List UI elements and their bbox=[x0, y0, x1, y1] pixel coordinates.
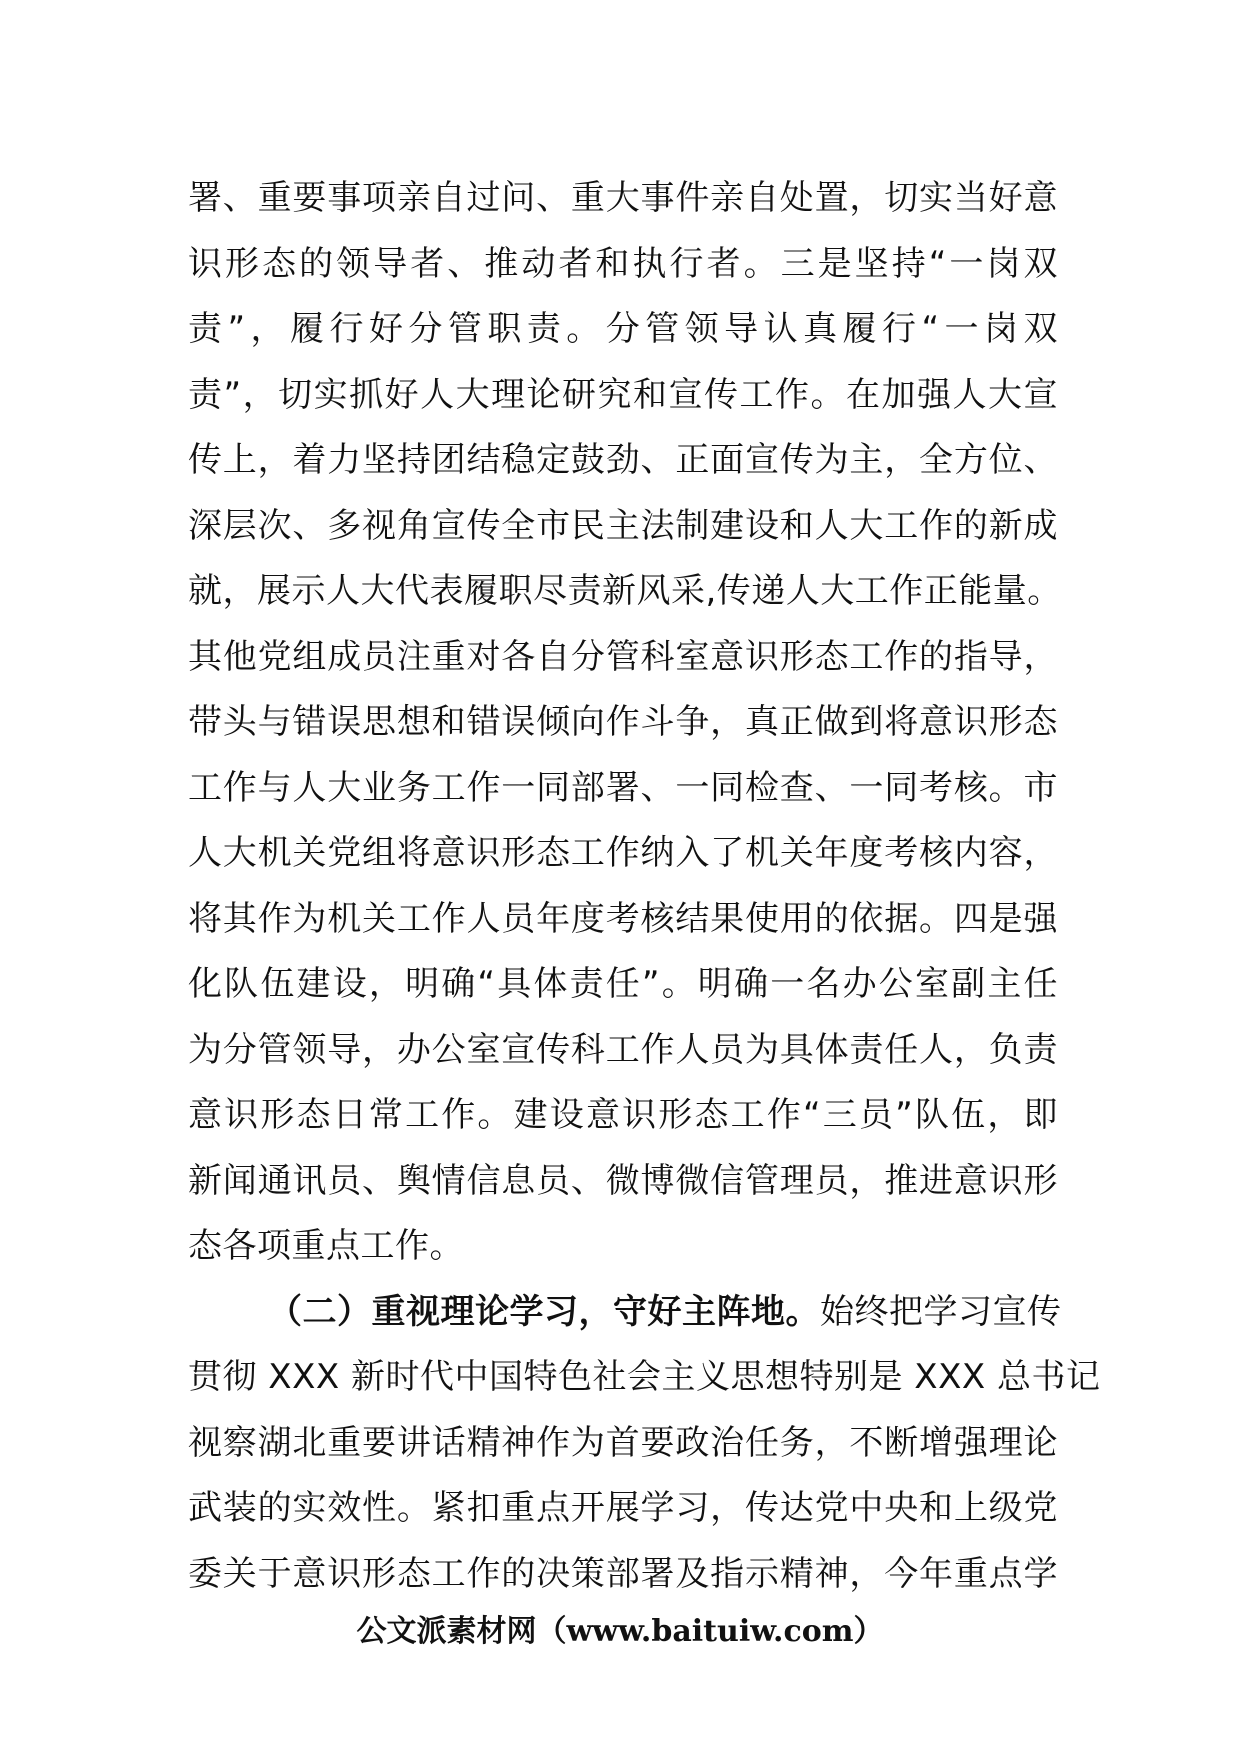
paragraph-line-10: 工作与人大业务工作一同部署、一同检查、一同考核。市 bbox=[188, 767, 1058, 808]
paragraph-line-11: 人大机关党组将意识形态工作纳入了机关年度考核内容， bbox=[188, 833, 1058, 873]
paragraph-line-14: 为分管领导，办公室宣传科工作人员为具体责任人，负责 bbox=[188, 1029, 1058, 1070]
paragraph-line-8: 其他党组成员注重对各自分管科室意识形态工作的指导， bbox=[188, 636, 1058, 677]
paragraph-line-2: 识形态的领导者、推动者和执行者。三是坚持“一岗双 bbox=[188, 243, 1058, 284]
section-2-line-4: 武装的实效性。紧扣重点开展学习，传达党中央和上级党 bbox=[188, 1488, 1058, 1528]
section-2-first-line-text: 始终把学习宣传 bbox=[820, 1291, 1062, 1332]
paragraph-line-13: 化队伍建设，明确“具体责任”。明确一名办公室副主任 bbox=[188, 964, 1058, 1004]
section-2-line-5: 委关于意识形态工作的决策部署及指示精神，今年重点学 bbox=[188, 1553, 1058, 1594]
paragraph-line-7: 就，展示人大代表履职尽责新风采,传递人大工作正能量。 bbox=[188, 571, 1062, 611]
paragraph-line-6: 深层次、多视角宣传全市民主法制建设和人大工作的新成 bbox=[188, 505, 1058, 546]
paragraph-line-12: 将其作为机关工作人员年度考核结果使用的依据。四是强 bbox=[188, 898, 1058, 939]
paragraph-line-9: 带头与错误思想和错误倾向作斗争，真正做到将意识形态 bbox=[188, 702, 1058, 742]
paragraph-line-16: 新闻通讯员、舆情信息员、微博微信管理员，推进意识形 bbox=[188, 1160, 1058, 1201]
paragraph-line-3: 责”，履行好分管职责。分管领导认真履行“一岗双 bbox=[188, 309, 1058, 349]
paragraph-line-17: 态各项重点工作。 bbox=[188, 1226, 464, 1266]
paragraph-line-5: 传上，着力坚持团结稳定鼓劲、正面宣传为主，全方位、 bbox=[188, 440, 1058, 480]
section-2-heading: （二）重视理论学习，守好主阵地。 bbox=[268, 1291, 820, 1332]
section-2-first-line bbox=[188, 1280, 1062, 1346]
paragraph-line-4: 责”，切实抓好人大理论研究和宣传工作。在加强人大宣 bbox=[188, 374, 1058, 415]
paragraph-line-15: 意识形态日常工作。建设意识形态工作“三员”队伍，即 bbox=[188, 1095, 1058, 1135]
footer-watermark-text: 公文派素材网（www.baituiw.com） bbox=[356, 1614, 884, 1649]
paragraph-line-1: 署、重要事项亲自过问、重大事件亲自处置，切实当好意 bbox=[188, 178, 1058, 218]
section-2-line-3: 视察湖北重要讲话精神作为首要政治任务，不断增强理论 bbox=[188, 1422, 1058, 1463]
document-body bbox=[188, 166, 1101, 1607]
section-2-line-2: 贯彻 XXX 新时代中国特色社会主义思想特别是 XXX 总书记 bbox=[188, 1357, 1101, 1397]
